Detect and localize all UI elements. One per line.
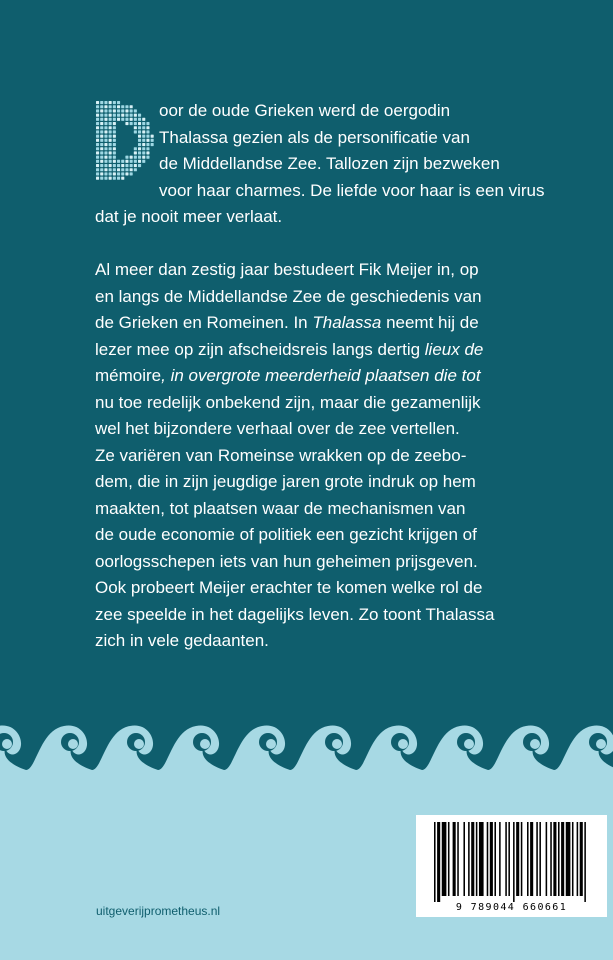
mosaic-tile	[117, 105, 120, 108]
barcode-bar	[468, 822, 470, 896]
barcode-bar	[546, 822, 548, 896]
mosaic-tile	[134, 118, 137, 121]
mosaic-tile	[109, 139, 112, 142]
mosaic-tile	[142, 130, 145, 133]
barcode-bar	[437, 822, 440, 902]
mosaic-tile	[130, 105, 133, 108]
barcode-bar	[463, 822, 465, 896]
mosaic-tile	[134, 130, 137, 133]
mosaic-tile	[96, 143, 99, 146]
mosaic-tile	[96, 126, 99, 129]
mosaic-tile	[100, 118, 103, 121]
mosaic-tile	[109, 114, 112, 117]
mosaic-tile	[121, 172, 124, 175]
mosaic-tile	[113, 122, 116, 125]
intro-line: Thalassa gezien als de personificatie van	[159, 127, 470, 147]
body-line: en langs de Middellandse Zee de geschiedenis van	[95, 286, 482, 306]
wave-curl-inner	[464, 739, 474, 749]
mosaic-tile	[130, 156, 133, 159]
wave-curl-inner	[266, 739, 276, 749]
barcode-bar	[516, 822, 519, 896]
mosaic-tile	[142, 118, 145, 121]
mosaic-tile	[130, 164, 133, 167]
mosaic-tile	[109, 151, 112, 154]
body-line: lezer mee op zijn afscheidsreis langs dertig lieux de	[95, 339, 484, 359]
mosaic-tile	[134, 147, 137, 150]
mosaic-tile	[138, 130, 141, 133]
mosaic-tile	[146, 126, 149, 129]
mosaic-tile	[117, 109, 120, 112]
mosaic-tile	[109, 172, 112, 175]
mosaic-tile	[138, 151, 141, 154]
mosaic-tile	[109, 101, 112, 104]
mosaic-tile	[109, 130, 112, 133]
mosaic-tile	[96, 164, 99, 167]
barcode-bar	[530, 822, 533, 896]
mosaic-tile	[151, 135, 154, 138]
mosaic-tile	[109, 109, 112, 112]
barcode-bar	[505, 822, 507, 896]
mosaic-tile	[113, 118, 116, 121]
mosaic-tile	[117, 164, 120, 167]
mosaic-tile	[96, 156, 99, 159]
mosaic-tile	[100, 122, 103, 125]
mosaic-tile	[104, 168, 107, 171]
barcode-bar	[471, 822, 474, 896]
mosaic-tile	[142, 147, 145, 150]
publisher-website: uitgeverijprometheus.nl	[96, 904, 221, 918]
mosaic-tile	[125, 109, 128, 112]
barcode-bar	[558, 822, 560, 896]
barcode-bar	[553, 822, 556, 896]
wave-curl-inner	[134, 739, 144, 749]
mosaic-tile	[138, 164, 141, 167]
mosaic-tile	[100, 101, 103, 104]
mosaic-tile	[146, 147, 149, 150]
mosaic-tile	[113, 126, 116, 129]
barcode-bar	[580, 822, 583, 896]
mosaic-tile	[113, 101, 116, 104]
intro-lines	[95, 98, 545, 231]
mosaic-tile	[96, 172, 99, 175]
barcode	[416, 815, 607, 917]
mosaic-tile	[117, 118, 120, 121]
mosaic-tile	[121, 168, 124, 171]
mosaic-tile	[104, 114, 107, 117]
barcode-bar	[487, 822, 489, 896]
wave-shape	[0, 726, 613, 810]
mosaic-tile	[113, 151, 116, 154]
mosaic-tile	[130, 160, 133, 163]
mosaic-tile	[104, 177, 107, 180]
body-line: wel het bijzondere verhaal over de zee vertellen.	[95, 419, 460, 438]
mosaic-tile	[109, 147, 112, 150]
body-line: nu toe redelijk onbekend zijn, maar die gezamenlijk	[95, 392, 481, 412]
mosaic-tile	[142, 143, 145, 146]
barcode-bar	[508, 822, 510, 896]
intro-line: oor de oude Grieken werd de oergodin	[159, 101, 451, 120]
mosaic-tile	[130, 122, 133, 125]
mosaic-tile	[134, 168, 137, 171]
mosaic-tile	[113, 172, 116, 175]
intro-line: voor haar charmes. De liefde voor haar is een virus	[159, 180, 545, 200]
mosaic-tile	[138, 143, 141, 146]
mosaic-tile	[100, 147, 103, 150]
intro-paragraph	[95, 98, 545, 231]
mosaic-tile	[104, 172, 107, 175]
barcode-bar	[457, 822, 459, 896]
wave-curl-inner	[200, 739, 210, 749]
body-line: oorlogsschepen iets van hun geheimen prijsgeven.	[95, 551, 478, 571]
mosaic-tile	[96, 147, 99, 150]
mosaic-tile	[109, 105, 112, 108]
mosaic-tile	[121, 105, 124, 108]
mosaic-tile	[104, 118, 107, 121]
mosaic-tile	[138, 122, 141, 125]
barcode-bar	[561, 822, 564, 896]
barcode-bar	[442, 822, 447, 896]
mosaic-tile	[104, 160, 107, 163]
mosaic-tile	[100, 164, 103, 167]
mosaic-tile	[109, 143, 112, 146]
mosaic-tile	[117, 168, 120, 171]
intro-line: de Middellandse Zee. Tallozen zijn bezweken	[159, 154, 500, 173]
mosaic-tile	[138, 114, 141, 117]
barcode-bar	[566, 822, 571, 896]
mosaic-tile	[146, 151, 149, 154]
mosaic-tile	[100, 177, 103, 180]
body-line: zich in vele gedaanten.	[95, 631, 269, 650]
body-line: mémoire, in overgrote meerderheid plaatsen die tot	[95, 366, 481, 385]
mosaic-tile	[142, 135, 145, 138]
mosaic-tile	[125, 156, 128, 159]
mosaic-tile	[125, 168, 128, 171]
mosaic-tile	[117, 114, 120, 117]
mosaic-tile	[96, 139, 99, 142]
barcode-bar	[490, 822, 493, 896]
mosaic-tile	[109, 122, 112, 125]
mosaic-tile	[134, 114, 137, 117]
mosaic-tile	[146, 139, 149, 142]
mosaic-tile	[130, 109, 133, 112]
barcode-bar	[434, 822, 436, 902]
mosaic-tile	[100, 168, 103, 171]
mosaic-tile	[96, 109, 99, 112]
mosaic-tile	[121, 114, 124, 117]
barcode-bar	[527, 822, 529, 896]
mosaic-tile	[138, 126, 141, 129]
mosaic-tile	[142, 126, 145, 129]
barcode-bar	[521, 822, 523, 896]
mosaic-tile	[142, 160, 145, 163]
paragraph-gap	[95, 231, 523, 258]
wave-curl-inner	[332, 739, 342, 749]
mosaic-tile	[138, 118, 141, 121]
mosaic-tile	[146, 156, 149, 159]
mosaic-tile	[146, 122, 149, 125]
barcode-bar	[584, 822, 586, 902]
body-line: de oude economie of politiek een gezicht krijgen of	[95, 525, 477, 544]
mosaic-tile	[121, 109, 124, 112]
mosaic-tile	[125, 164, 128, 167]
mosaic-tile	[104, 109, 107, 112]
mosaic-tile	[104, 139, 107, 142]
mosaic-tile	[125, 105, 128, 108]
mosaic-tile	[125, 122, 128, 125]
mosaic-tile	[117, 101, 120, 104]
wave-curl-inner	[68, 739, 78, 749]
mosaic-tile	[121, 164, 124, 167]
mosaic-tile	[109, 168, 112, 171]
mosaic-tile	[104, 130, 107, 133]
mosaic-tile	[130, 172, 133, 175]
mosaic-tile	[100, 109, 103, 112]
mosaic-tile	[113, 164, 116, 167]
body-line: maakten, tot plaatsen waar de mechanismen van	[95, 498, 466, 518]
mosaic-tile	[134, 156, 137, 159]
barcode-bar	[536, 822, 538, 896]
barcode-bar	[453, 822, 456, 896]
barcode-bar	[499, 822, 501, 896]
mosaic-tile	[100, 105, 103, 108]
mosaic-tile	[100, 139, 103, 142]
body-line: dem, die in zijn jeugdige jaren grote indruk op hem	[95, 472, 476, 491]
mosaic-tile	[96, 105, 99, 108]
mosaic-tile	[104, 147, 107, 150]
mosaic-tile	[142, 151, 145, 154]
mosaic-tile	[113, 160, 116, 163]
mosaic-tile	[100, 151, 103, 154]
mosaic-tile	[109, 118, 112, 121]
mosaic-tile	[100, 130, 103, 133]
barcode-bar	[539, 822, 541, 896]
mosaic-tile	[134, 164, 137, 167]
mosaic-tile	[96, 114, 99, 117]
mosaic-tile	[109, 156, 112, 159]
mosaic-tile	[100, 143, 103, 146]
barcode-bar	[476, 822, 478, 896]
mosaic-tile	[146, 130, 149, 133]
barcode-bar	[577, 822, 579, 896]
body-line: Ze variëren van Romeinse wrakken op de zeebo-	[95, 445, 467, 465]
mosaic-tile	[117, 160, 120, 163]
barcode-bar	[572, 822, 574, 896]
mosaic-tile	[125, 118, 128, 121]
mosaic-tile	[113, 139, 116, 142]
mosaic-tile	[134, 151, 137, 154]
mosaic-tile	[96, 168, 99, 171]
mosaic-dropcap	[95, 100, 156, 182]
mosaic-tile	[121, 177, 124, 180]
wave-pattern-icon	[0, 700, 613, 810]
mosaic-tile	[134, 109, 137, 112]
mosaic-tile	[96, 160, 99, 163]
body-line: de Grieken en Romeinen. In Thalassa neemt hij de	[95, 313, 479, 332]
mosaic-tile	[104, 101, 107, 104]
body-line: zee speelde in het dagelijks leven. Zo toont Thalassa	[95, 604, 495, 624]
mosaic-tile	[130, 168, 133, 171]
wave-curl-inner	[596, 739, 606, 749]
body-paragraph	[95, 257, 523, 655]
mosaic-tile	[100, 114, 103, 117]
mosaic-tile	[151, 139, 154, 142]
mosaic-tile	[113, 177, 116, 180]
mosaic-tile	[138, 156, 141, 159]
mosaic-tile	[104, 143, 107, 146]
mosaic-tile	[100, 135, 103, 138]
wave-curl-inner	[398, 739, 408, 749]
mosaic-tile	[100, 172, 103, 175]
mosaic-tile	[104, 156, 107, 159]
mosaic-tile	[113, 130, 116, 133]
mosaic-tile	[100, 126, 103, 129]
wave-curl-inner	[2, 739, 12, 749]
mosaic-tile	[96, 101, 99, 104]
mosaic-tile	[96, 151, 99, 154]
mosaic-tile	[151, 143, 154, 146]
mosaic-tile	[96, 118, 99, 121]
mosaic-tile	[138, 147, 141, 150]
mosaic-tile	[113, 147, 116, 150]
body-line: Ook probeert Meijer erachter te komen welke rol de	[95, 578, 483, 597]
mosaic-tile	[104, 122, 107, 125]
mosaic-tile	[134, 160, 137, 163]
mosaic-tile	[113, 135, 116, 138]
mosaic-tile	[138, 139, 141, 142]
mosaic-tile	[117, 172, 120, 175]
mosaic-tile	[104, 126, 107, 129]
mosaic-tile	[138, 160, 141, 163]
mosaic-tile	[109, 135, 112, 138]
mosaic-tile	[113, 168, 116, 171]
mosaic-tile	[109, 177, 112, 180]
mosaic-tile	[96, 130, 99, 133]
mosaic-tile	[113, 105, 116, 108]
mosaic-tile	[125, 160, 128, 163]
mosaic-tile	[130, 118, 133, 121]
mosaic-tile	[96, 177, 99, 180]
mosaic-tile	[113, 109, 116, 112]
mosaic-tile	[134, 126, 137, 129]
mosaic-tile	[113, 114, 116, 117]
mosaic-tile	[117, 177, 120, 180]
mosaic-tile	[113, 156, 116, 159]
mosaic-tile	[100, 160, 103, 163]
mosaic-tile	[100, 156, 103, 159]
mosaic-tile	[109, 160, 112, 163]
mosaic-tile	[96, 135, 99, 138]
mosaic-tile	[104, 135, 107, 138]
mosaic-tile	[142, 122, 145, 125]
mosaic-tile	[142, 139, 145, 142]
mosaic-tile	[104, 164, 107, 167]
mosaic-tile	[146, 135, 149, 138]
mosaic-tile	[96, 122, 99, 125]
blurb	[95, 98, 545, 655]
mosaic-tile	[109, 126, 112, 129]
isbn-digits: 9 789044 660661	[455, 902, 568, 913]
barcode-bar	[494, 822, 496, 896]
mosaic-tile	[104, 151, 107, 154]
mosaic-tile	[121, 118, 124, 121]
mosaic-tile	[125, 172, 128, 175]
wave-curl-inner	[530, 739, 540, 749]
intro-line: dat je nooit meer verlaat.	[95, 207, 283, 226]
body-line: Al meer dan zestig jaar bestudeert Fik Meijer in, op	[95, 260, 479, 279]
mosaic-tile	[125, 114, 128, 117]
mosaic-tile	[134, 122, 137, 125]
barcode-bar	[550, 822, 552, 896]
mosaic-tile	[130, 114, 133, 117]
barcode-bar	[479, 822, 484, 896]
mosaic-tile	[113, 143, 116, 146]
mosaic-tile	[146, 143, 149, 146]
mosaic-tile	[142, 156, 145, 159]
mosaic-tile	[104, 105, 107, 108]
barcode-bar	[448, 822, 450, 896]
barcode-bar	[513, 822, 515, 902]
mosaic-tile	[138, 135, 141, 138]
mosaic-tile	[121, 160, 124, 163]
mosaic-tile	[109, 164, 112, 167]
